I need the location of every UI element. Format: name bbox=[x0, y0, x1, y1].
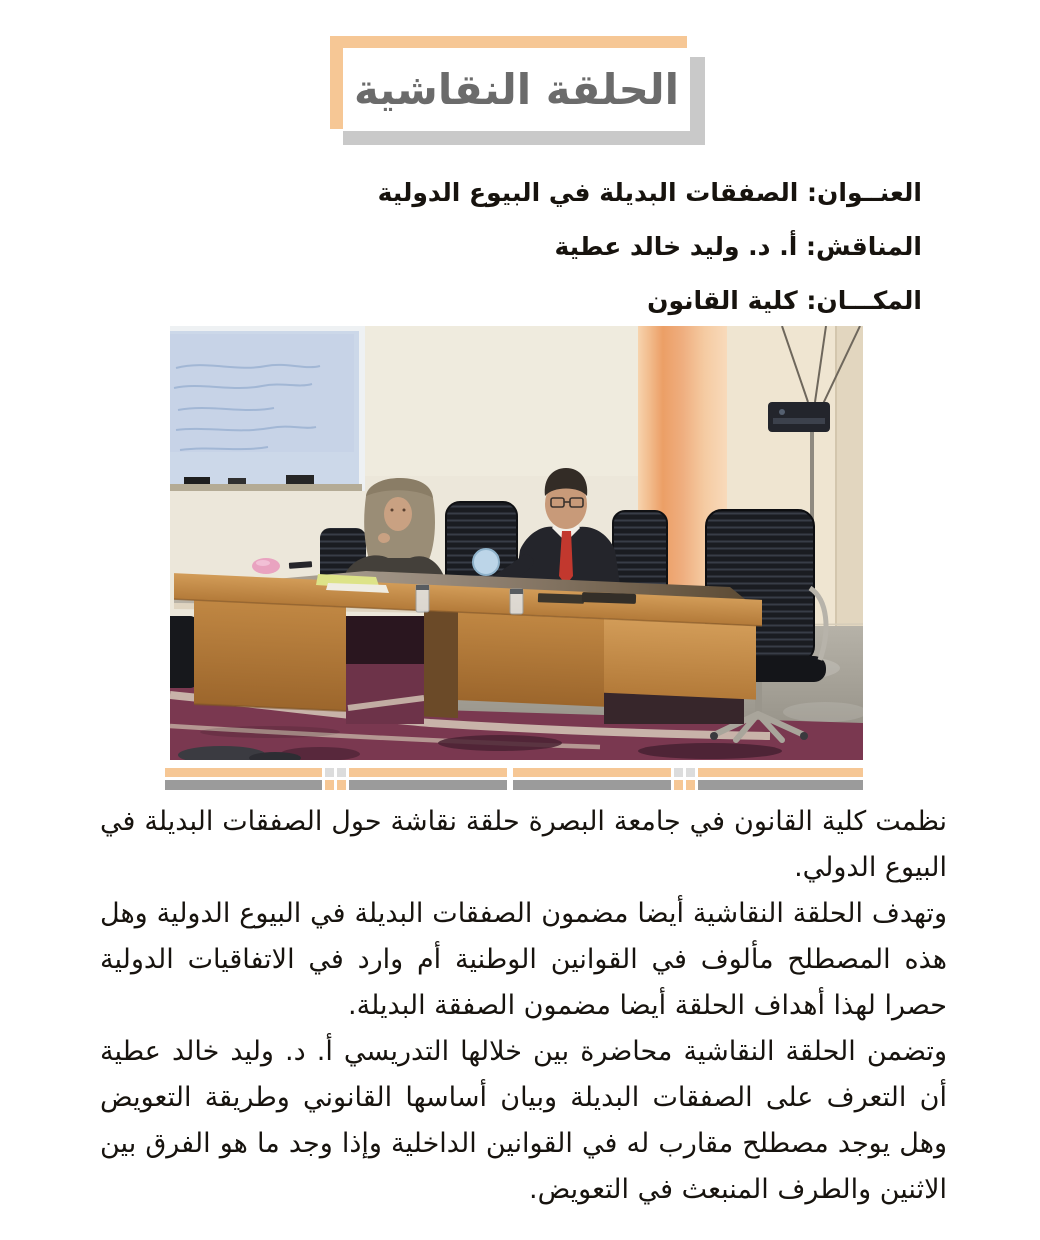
banner-shadow-right bbox=[690, 57, 705, 137]
session-details bbox=[100, 176, 922, 338]
divider-square bbox=[674, 768, 683, 777]
water-glass bbox=[416, 585, 429, 612]
article-paragraph: وتضمن الحلقة النقاشية محاضرة بين خلالها التدريسي أ. د. وليد خالد عطية أن التعرف على الصفقات البديلة وبيان أساسها القانوني وطريقة التعويض وهل يوجد مصطلح مقارب له في القوانين الداخلية وإذا وجد ما هو الفرق بين الاثنين والطرف المنبعث في التعويض. bbox=[100, 1036, 947, 1205]
divider-segment bbox=[698, 768, 863, 777]
divider-square bbox=[674, 780, 683, 790]
divider-segment bbox=[698, 780, 863, 790]
divider-square bbox=[686, 780, 695, 790]
divider-segment bbox=[513, 768, 671, 777]
article-body bbox=[100, 799, 947, 1213]
photo-scene bbox=[170, 326, 863, 760]
divider-square bbox=[337, 768, 346, 777]
page-title: الحلقة النقاشية bbox=[353, 64, 680, 114]
detail-line-place: المكـــان: كلية القانون bbox=[647, 286, 922, 315]
banner-box bbox=[343, 48, 690, 131]
section-divider bbox=[165, 768, 863, 790]
banner-accent-top-bar bbox=[330, 36, 687, 48]
banner-accent-left-bar bbox=[330, 36, 343, 129]
divider-row-orange bbox=[165, 768, 863, 777]
banner bbox=[0, 0, 1040, 160]
water-glass bbox=[510, 589, 523, 614]
divider-square bbox=[686, 768, 695, 777]
whiteboard bbox=[170, 328, 362, 491]
article-paragraph: نظمت كلية القانون في جامعة البصرة حلقة نقاشة حول الصفقات البديلة في البيوع الدولي. bbox=[100, 806, 947, 883]
divider-segment bbox=[165, 780, 322, 790]
divider-segment bbox=[513, 780, 671, 790]
session-photo bbox=[170, 326, 863, 760]
divider-segment bbox=[349, 768, 507, 777]
divider-square bbox=[325, 768, 334, 777]
divider-square bbox=[325, 780, 334, 790]
divider-segment bbox=[349, 780, 507, 790]
banner-shadow-bottom bbox=[343, 131, 705, 145]
article-paragraph: وتهدف الحلقة النقاشية أيضا مضمون الصفقات البديلة في البيوع الدولية وهل هذه المصطلح مألوف في القوانين الوطنية أم وارد في الاتفاقيات الدولية حصرا لهذا أهداف الحلقة أيضا مضمون الصفقة البديلة. bbox=[100, 898, 947, 1021]
divider-square bbox=[337, 780, 346, 790]
detail-line-discussant: المناقش: أ. د. وليد خالد عطية bbox=[554, 232, 922, 261]
detail-line-title: العنــوان: الصفقات البديلة في البيوع الدولية bbox=[377, 178, 922, 207]
divider-row-gray bbox=[165, 780, 863, 790]
divider-segment bbox=[165, 768, 322, 777]
